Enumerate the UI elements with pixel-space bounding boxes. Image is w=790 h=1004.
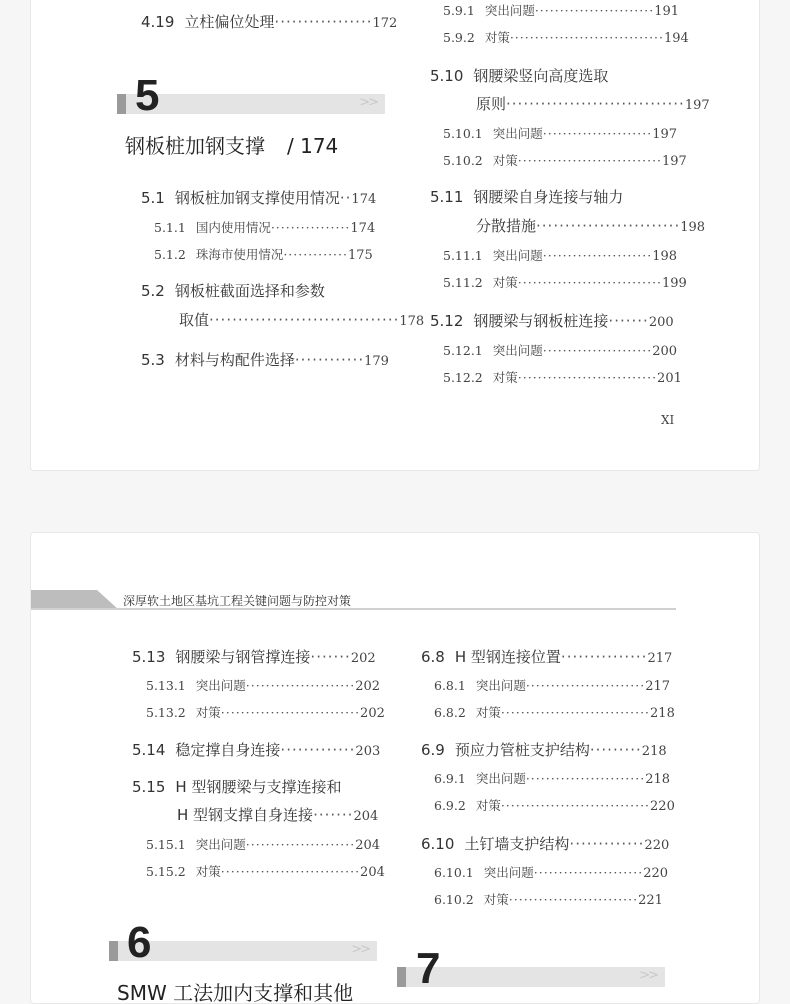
- toc-entry-page: 218: [645, 772, 671, 787]
- toc-entry-page: 174: [350, 221, 376, 236]
- toc-entry-number: 5.13.2: [146, 705, 186, 720]
- toc-entry-page: 172: [372, 16, 398, 31]
- chapter-title: 钢板桩加钢支撑: [125, 134, 265, 158]
- toc-entry-page: 202: [360, 706, 385, 721]
- chapter-bar-lead: [117, 94, 126, 114]
- toc-subentry[interactable]: [434, 769, 670, 787]
- toc-entry-number: 5.11: [430, 188, 464, 206]
- running-head-title: 深厚软土地区基坑工程关键问题与防控对策: [123, 594, 352, 608]
- toc-leader-dots: ·················: [274, 13, 373, 31]
- toc-entry[interactable]: [132, 646, 376, 667]
- chapter-number: 5: [135, 71, 160, 120]
- toc-entry[interactable]: [421, 646, 672, 667]
- toc-entry[interactable]: [132, 776, 341, 797]
- toc-entry-page: 217: [647, 651, 673, 666]
- toc-entry-page: 218: [650, 706, 675, 721]
- toc-subentry[interactable]: [434, 796, 675, 814]
- toc-entry-number: 5.15.2: [146, 864, 186, 879]
- chapter-bar-lead: [109, 941, 118, 961]
- toc-leader-dots: ·······: [313, 806, 354, 824]
- toc-entry-title: 预应力管桩支护结构: [454, 741, 590, 759]
- toc-subentry[interactable]: [434, 863, 668, 881]
- toc-entry-title: 钢腰梁自身连接与轴力: [473, 188, 624, 206]
- toc-subentry[interactable]: [443, 124, 677, 142]
- toc-subentry[interactable]: [443, 341, 677, 359]
- toc-leader-dots: ············: [294, 351, 365, 369]
- toc-entry-number: 5.11.1: [443, 248, 483, 263]
- chapter-number: 6: [127, 918, 152, 967]
- toc-subentry[interactable]: [434, 890, 663, 908]
- toc-leader-dots: ·············: [283, 247, 348, 262]
- toc-entry-number: 5.13.1: [146, 678, 186, 693]
- toc-entry-title: 突出问题: [483, 865, 534, 880]
- toc-entry-number: 5.3: [141, 351, 165, 369]
- toc-entry-title: 钢腰梁与钢板桩连接: [473, 312, 609, 330]
- toc-entry-title: 突出问题: [195, 678, 246, 693]
- toc-entry[interactable]: [141, 11, 397, 32]
- toc-entry-page: 198: [652, 249, 678, 264]
- toc-entry-number: 5.1.2: [154, 247, 186, 262]
- toc-entry-page: 200: [652, 344, 678, 359]
- toc-entry-title: 国内使用情况: [195, 220, 271, 235]
- toc-leader-dots: ·······························: [509, 30, 665, 45]
- toc-leader-dots: ·······························: [506, 95, 685, 113]
- toc-entry-page: 194: [664, 31, 689, 46]
- toc-leader-dots: ·································: [209, 311, 400, 329]
- toc-page-upper: [30, 0, 760, 471]
- toc-entry-title: 突出问题: [195, 837, 246, 852]
- toc-entry-page: 204: [355, 838, 381, 853]
- toc-leader-dots: ··························: [508, 892, 639, 907]
- toc-entry-page: 174: [351, 192, 377, 207]
- toc-leader-dots: ······················: [245, 837, 356, 852]
- toc-leader-dots: ························: [525, 678, 646, 693]
- chapter-title[interactable]: SMW 工法加内支撑和其他: [117, 981, 354, 1004]
- toc-entry-number: 6.9.1: [434, 771, 466, 786]
- toc-entry-page: 203: [355, 744, 381, 759]
- toc-entry-number: 6.9.2: [434, 798, 466, 813]
- toc-entry-page: 220: [650, 799, 675, 814]
- toc-entry-page: 202: [355, 679, 381, 694]
- toc-entry-title: H 型钢支撑自身连接: [177, 806, 314, 824]
- toc-entry-title: 立柱偏位处理: [184, 13, 275, 31]
- toc-entry-continuation[interactable]: [476, 215, 705, 236]
- toc-subentry[interactable]: [443, 368, 682, 386]
- toc-leader-dots: ···············: [560, 648, 648, 666]
- toc-entry-title: 钢腰梁与钢管撑连接: [175, 648, 311, 666]
- toc-entry-page: 175: [347, 248, 373, 263]
- toc-entry-number: 4.19: [141, 13, 175, 31]
- toc-entry-title: 突出问题: [492, 248, 543, 263]
- toc-entry[interactable]: [430, 65, 608, 86]
- toc-entry-title: 突出问题: [492, 126, 543, 141]
- toc-entry-page: 201: [657, 371, 682, 386]
- toc-subentry[interactable]: [443, 28, 689, 46]
- toc-entry-number: 5.1: [141, 189, 165, 207]
- toc-entry-title: 对策: [484, 30, 510, 45]
- toc-entry-title: 分散措施: [476, 217, 537, 235]
- toc-leader-dots: ·············: [569, 835, 645, 853]
- toc-leader-dots: ······························: [500, 798, 651, 813]
- toc-entry-number: 6.9: [421, 741, 445, 759]
- toc-entry-number: 5.2: [141, 282, 165, 300]
- toc-subentry[interactable]: [146, 676, 380, 694]
- toc-subentry[interactable]: [443, 1, 679, 19]
- toc-entry-title: 对策: [195, 705, 221, 720]
- running-head: [31, 590, 676, 610]
- toc-entry-title: 原则: [476, 95, 507, 113]
- toc-entry-page: 204: [360, 865, 385, 880]
- toc-entry-page: 199: [662, 276, 687, 291]
- toc-entry-title: 对策: [475, 705, 501, 720]
- toc-leader-dots: ·············: [280, 741, 356, 759]
- toc-entry[interactable]: [430, 310, 674, 331]
- toc-entry-title: 对策: [492, 275, 518, 290]
- toc-entry-page: 217: [645, 679, 671, 694]
- running-head-tab: [31, 590, 119, 610]
- toc-entry-number: 5.14: [132, 741, 166, 759]
- toc-leader-dots: ·········: [589, 741, 642, 759]
- chapter-arrows-icon: >>: [359, 95, 377, 110]
- toc-entry-number: 5.12.2: [443, 370, 483, 385]
- toc-entry-number: 5.1.1: [154, 220, 186, 235]
- toc-entry-page: 200: [648, 315, 674, 330]
- toc-entry-title: 钢腰梁竖向高度选取: [473, 67, 609, 85]
- toc-entry[interactable]: [430, 186, 623, 207]
- chapter-arrows-icon: >>: [639, 968, 657, 983]
- toc-entry-title: 对策: [195, 864, 221, 879]
- toc-subentry[interactable]: [443, 246, 677, 264]
- toc-entry-page: 197: [652, 127, 678, 142]
- toc-entry[interactable]: [141, 349, 389, 370]
- toc-entry-continuation[interactable]: [476, 93, 710, 114]
- toc-entry-title: 取值: [179, 311, 210, 329]
- toc-entry-number: 6.8: [421, 648, 445, 666]
- toc-subentry[interactable]: [146, 703, 385, 721]
- toc-entry-number: 5.13: [132, 648, 166, 666]
- toc-leader-dots: ······························: [500, 705, 651, 720]
- toc-entry-page: 221: [638, 893, 663, 908]
- toc-entry-title: 材料与构配件选择: [174, 351, 295, 369]
- chapter-number: 7: [416, 944, 441, 993]
- toc-entry-number: 5.15.1: [146, 837, 186, 852]
- toc-leader-dots: ·························: [536, 217, 681, 235]
- toc-leader-dots: ·····························: [517, 275, 663, 290]
- toc-leader-dots: ······················: [542, 126, 653, 141]
- chapter-page: / 174: [287, 134, 339, 158]
- toc-entry-number: 6.10: [421, 835, 455, 853]
- toc-entry[interactable]: [421, 739, 667, 760]
- toc-entry-page: 179: [364, 354, 389, 369]
- toc-entry-page: 220: [644, 838, 670, 853]
- toc-entry-number: 6.8.2: [434, 705, 466, 720]
- toc-entry-number: 5.11.2: [443, 275, 483, 290]
- toc-subentry[interactable]: [443, 151, 687, 169]
- toc-entry-title: 突出问题: [475, 678, 526, 693]
- toc-leader-dots: ······················: [245, 678, 356, 693]
- toc-leader-dots: ························: [525, 771, 646, 786]
- toc-leader-dots: ·······: [608, 312, 649, 330]
- toc-subentry[interactable]: [154, 245, 373, 263]
- toc-entry-number: 5.10: [430, 67, 464, 85]
- toc-entry-title: 钢板桩截面选择和参数: [174, 282, 325, 300]
- toc-entry-page: 191: [654, 4, 680, 19]
- toc-entry-title: 突出问题: [492, 343, 543, 358]
- toc-subentry[interactable]: [146, 862, 385, 880]
- toc-subentry[interactable]: [154, 218, 375, 236]
- toc-entry-page: 204: [353, 809, 379, 824]
- toc-leader-dots: ······················: [542, 343, 653, 358]
- toc-subentry[interactable]: [434, 703, 675, 721]
- toc-entry-number: 6.10.2: [434, 892, 474, 907]
- toc-entry-continuation[interactable]: [177, 804, 378, 825]
- toc-leader-dots: ·····························: [517, 153, 663, 168]
- toc-entry-page: 220: [643, 866, 669, 881]
- toc-entry-number: 5.9.2: [443, 30, 475, 45]
- toc-subentry[interactable]: [146, 835, 380, 853]
- toc-leader-dots: ······················: [533, 865, 644, 880]
- toc-entry-title: H 型钢连接位置: [454, 648, 561, 666]
- toc-leader-dots: ····························: [220, 864, 361, 879]
- toc-leader-dots: ·······: [310, 648, 351, 666]
- chapter-bar-lead: [397, 967, 406, 987]
- toc-entry[interactable]: [421, 833, 669, 854]
- toc-entry-continuation[interactable]: [179, 309, 424, 330]
- toc-entry-page: 197: [684, 98, 710, 113]
- toc-subentry[interactable]: [443, 273, 687, 291]
- toc-subentry[interactable]: [434, 676, 670, 694]
- chapter-arrows-icon: >>: [351, 942, 369, 957]
- toc-entry-title: 钢板桩加钢支撑使用情况: [174, 189, 340, 207]
- page-folio: XI: [661, 413, 675, 427]
- toc-entry-number: 5.10.1: [443, 126, 483, 141]
- toc-entry-title: 稳定撑自身连接: [175, 741, 281, 759]
- toc-entry-number: 6.8.1: [434, 678, 466, 693]
- toc-entry[interactable]: [141, 187, 376, 208]
- toc-entry-title: 对策: [475, 798, 501, 813]
- toc-leader-dots: ····························: [517, 370, 658, 385]
- toc-leader-dots: ······················: [542, 248, 653, 263]
- toc-entry-title: 突出问题: [475, 771, 526, 786]
- toc-entry-number: 5.12: [430, 312, 464, 330]
- toc-entry-page: 197: [662, 154, 687, 169]
- toc-entry-page: 178: [399, 314, 425, 329]
- toc-leader-dots: ························: [534, 3, 655, 18]
- toc-leader-dots: ··: [339, 189, 352, 207]
- toc-leader-dots: ····························: [220, 705, 361, 720]
- toc-entry-title: 对策: [492, 153, 518, 168]
- toc-page-lower: [30, 532, 760, 1004]
- toc-entry-number: 5.15: [132, 778, 166, 796]
- toc-leader-dots: ················: [270, 220, 351, 235]
- toc-entry-number: 6.10.1: [434, 865, 474, 880]
- toc-entry-number: 5.12.1: [443, 343, 483, 358]
- toc-entry-number: 5.9.1: [443, 3, 475, 18]
- toc-entry-number: 5.10.2: [443, 153, 483, 168]
- toc-entry-page: 202: [350, 651, 376, 666]
- toc-entry-title: 突出问题: [484, 3, 535, 18]
- toc-entry[interactable]: [132, 739, 380, 760]
- toc-entry-page: 218: [641, 744, 667, 759]
- toc-entry-title: 对策: [492, 370, 518, 385]
- toc-entry-title: 对策: [483, 892, 509, 907]
- chapter-heading[interactable]: [125, 130, 338, 159]
- toc-entry[interactable]: [141, 280, 325, 301]
- toc-entry-title: H 型钢腰梁与支撑连接和: [175, 778, 342, 796]
- toc-entry-page: 198: [680, 220, 706, 235]
- toc-entry-title: 土钉墙支护结构: [464, 835, 570, 853]
- toc-entry-title: 珠海市使用情况: [195, 247, 284, 262]
